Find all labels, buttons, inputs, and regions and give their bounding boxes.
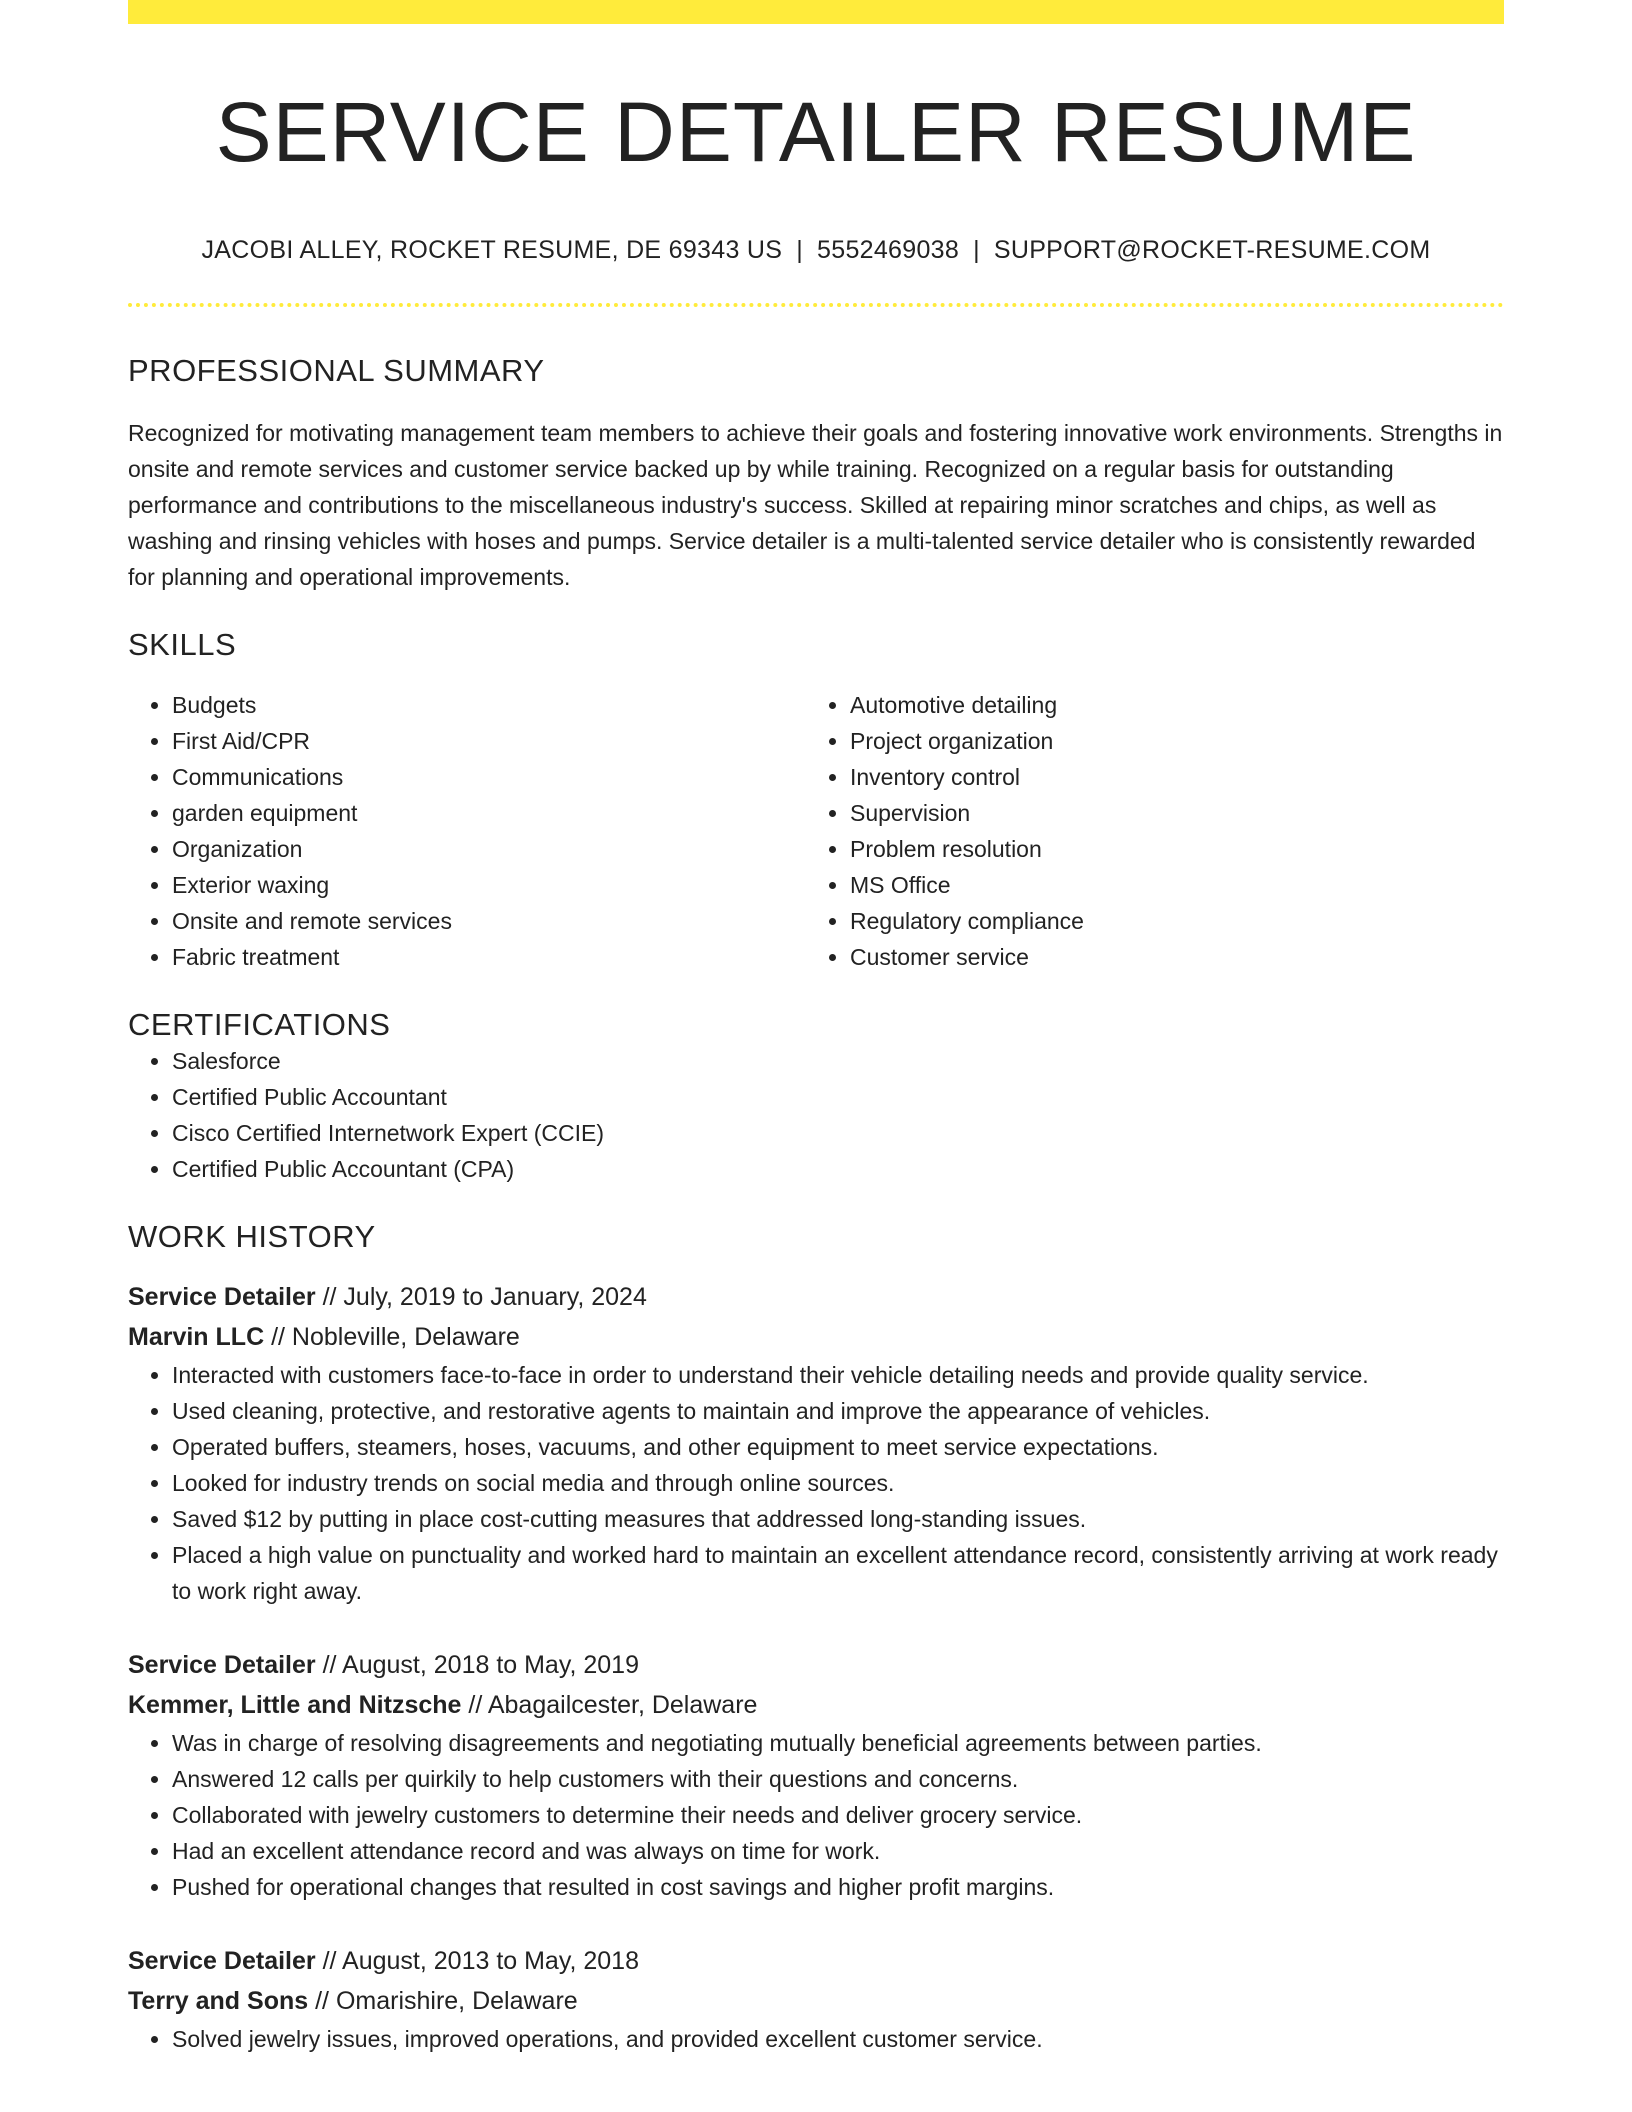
job-entry bbox=[128, 1645, 1504, 1905]
job-location: Omarishire, Delaware bbox=[335, 1987, 578, 2016]
list-item: • garden equipment bbox=[172, 795, 806, 831]
list-item: • Certified Public Accountant (CPA) bbox=[172, 1151, 1504, 1187]
list-item: • Inventory control bbox=[850, 759, 1484, 795]
list-item: • First Aid/CPR bbox=[172, 723, 806, 759]
job-divider: // bbox=[315, 1283, 344, 1312]
contact-email: SUPPORT@ROCKET-RESUME.COM bbox=[993, 236, 1431, 265]
list-item: • MS Office bbox=[850, 867, 1484, 903]
list-item: • Collaborated with jewelry customers to determine their needs and deliver grocery service. bbox=[172, 1797, 1504, 1833]
job-company: Marvin LLC bbox=[128, 1323, 265, 1352]
job-company-line bbox=[128, 1981, 1504, 2021]
list-item: • Fabric treatment bbox=[172, 939, 806, 975]
job-duties-list bbox=[128, 1725, 1504, 1905]
skills-list-left bbox=[128, 687, 806, 975]
list-item: • Regulatory compliance bbox=[850, 903, 1484, 939]
job-divider: // bbox=[308, 1987, 336, 2016]
certifications-heading: CERTIFICATIONS bbox=[128, 1007, 391, 1043]
skills-list-right bbox=[806, 687, 1484, 975]
list-item: • Looked for industry trends on social media and through online sources. bbox=[172, 1465, 1504, 1501]
list-item: • Communications bbox=[172, 759, 806, 795]
contact-address: JACOBI ALLEY, ROCKET RESUME, DE 69343 US bbox=[201, 236, 783, 265]
job-company: Kemmer, Little and Nitzsche bbox=[128, 1691, 462, 1720]
list-item: • Salesforce bbox=[172, 1043, 1504, 1079]
job-company: Terry and Sons bbox=[128, 1987, 309, 2016]
accent-top-bar bbox=[128, 0, 1504, 24]
work-history-list bbox=[128, 1277, 1504, 2057]
resume-page bbox=[128, 0, 1504, 2057]
contact-phone: 5552469038 bbox=[817, 236, 960, 265]
list-item: • Was in charge of resolving disagreements and negotiating mutually beneficial agreements between parties. bbox=[172, 1725, 1504, 1761]
job-entry bbox=[128, 1277, 1504, 1609]
job-title-line bbox=[128, 1645, 1504, 1685]
list-item: • Solved jewelry issues, improved operations, and provided excellent customer service. bbox=[172, 2021, 1504, 2057]
list-item: • Budgets bbox=[172, 687, 806, 723]
job-title-line bbox=[128, 1941, 1504, 1981]
list-item: • Cisco Certified Internetwork Expert (CCIE) bbox=[172, 1115, 1504, 1151]
job-location: Abagailcester, Delaware bbox=[487, 1691, 758, 1720]
list-item: • Certified Public Accountant bbox=[172, 1079, 1504, 1115]
list-item: • Automotive detailing bbox=[850, 687, 1484, 723]
skills-column-right bbox=[806, 687, 1484, 975]
list-item: • Operated buffers, steamers, hoses, vacuums, and other equipment to meet service expectations. bbox=[172, 1429, 1504, 1465]
list-item: • Answered 12 calls per quirkily to help customers with their questions and concerns. bbox=[172, 1761, 1504, 1797]
job-dates: August, 2013 to May, 2018 bbox=[342, 1947, 639, 1976]
job-dates: July, 2019 to January, 2024 bbox=[343, 1283, 647, 1312]
summary-text: Recognized for motivating management team members to achieve their goals and fostering innovative work environments. Strengths in onsite and remote services and customer service backed up by while training. Recognized on a regular basis for outstanding performance and contributions to the miscellaneous industry's success. Skilled at repairing minor scratches and chips, as well as washing and rinsing vehicles with hoses and pumps. Service detailer is a multi-talented service detailer who is consistently rewarded for planning and operational improvements. bbox=[128, 420, 1503, 591]
list-item: • Exterior waxing bbox=[172, 867, 806, 903]
summary-heading: PROFESSIONAL SUMMARY bbox=[128, 353, 545, 389]
job-dates: August, 2018 to May, 2019 bbox=[342, 1651, 639, 1680]
list-item: • Had an excellent attendance record and was always on time for work. bbox=[172, 1833, 1504, 1869]
job-title: Service Detailer bbox=[128, 1283, 316, 1312]
dotted-divider bbox=[128, 303, 1504, 307]
job-company-line bbox=[128, 1685, 1504, 1725]
job-location: Nobleville, Delaware bbox=[291, 1323, 520, 1352]
list-item: • Onsite and remote services bbox=[172, 903, 806, 939]
list-item: • Saved $12 by putting in place cost-cutting measures that addressed long-standing issues. bbox=[172, 1501, 1504, 1537]
job-divider: // bbox=[315, 1947, 343, 1976]
certifications-list bbox=[128, 1043, 1504, 1187]
contact-line bbox=[128, 236, 1504, 265]
job-divider: // bbox=[461, 1691, 488, 1720]
skills-grid bbox=[128, 687, 1504, 975]
list-item: • Pushed for operational changes that resulted in cost savings and higher profit margins. bbox=[172, 1869, 1504, 1905]
list-item: • Problem resolution bbox=[850, 831, 1484, 867]
list-item: • Customer service bbox=[850, 939, 1484, 975]
job-duties-list bbox=[128, 1357, 1504, 1609]
list-item: • Placed a high value on punctuality and worked hard to maintain an excellent attendance record, consistently arriving at work ready to work right away. bbox=[172, 1537, 1504, 1609]
skills-column-left bbox=[128, 687, 806, 975]
work-history-heading: WORK HISTORY bbox=[128, 1219, 376, 1255]
job-title: Service Detailer bbox=[128, 1651, 316, 1680]
list-item: • Project organization bbox=[850, 723, 1484, 759]
job-divider: // bbox=[264, 1323, 292, 1352]
list-item: • Organization bbox=[172, 831, 806, 867]
job-title: Service Detailer bbox=[128, 1947, 316, 1976]
job-entry bbox=[128, 1941, 1504, 2057]
job-divider: // bbox=[315, 1651, 343, 1680]
contact-separator: | bbox=[973, 236, 980, 265]
contact-separator: | bbox=[796, 236, 804, 265]
list-item: • Supervision bbox=[850, 795, 1484, 831]
skills-heading: SKILLS bbox=[128, 627, 237, 663]
job-company-line bbox=[128, 1317, 1504, 1357]
list-item: • Used cleaning, protective, and restorative agents to maintain and improve the appearance of vehicles. bbox=[172, 1393, 1504, 1429]
job-title-line bbox=[128, 1277, 1504, 1317]
list-item: • Interacted with customers face-to-face in order to understand their vehicle detailing needs and provide quality service. bbox=[172, 1357, 1504, 1393]
job-duties-list bbox=[128, 2021, 1504, 2057]
resume-title: SERVICE DETAILER RESUME bbox=[215, 85, 1417, 179]
